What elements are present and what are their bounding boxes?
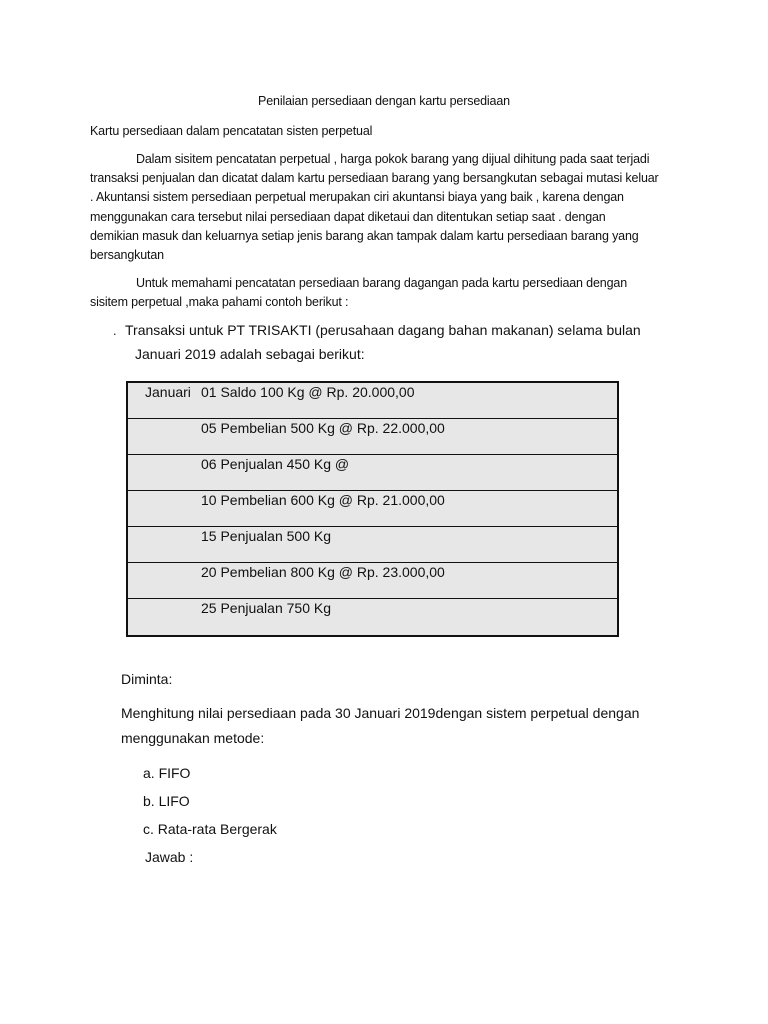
method-option-fifo: a. FIFO (143, 765, 191, 781)
transaction-entry: 05 Pembelian 500 Kg @ Rp. 22.000,00 (201, 420, 445, 436)
transaction-entry: 10 Pembelian 600 Kg @ Rp. 21.000,00 (201, 492, 445, 508)
jawab-label: Jawab : (145, 849, 194, 865)
question-line: Menghitung nilai persediaan pada 30 Januari 2019dengan sistem perpetual dengan (121, 705, 640, 721)
section-heading: Kartu persediaan dalam pencatatan sisten perpetual (90, 124, 373, 138)
method-option-lifo: b. LIFO (143, 793, 190, 809)
transaction-entry: 01 Saldo 100 Kg @ Rp. 20.000,00 (201, 384, 415, 400)
paragraph-perpetual-system (90, 150, 690, 265)
transaction-entry: 20 Pembelian 800 Kg @ Rp. 23.000,00 (201, 564, 445, 580)
transaction-entry: 25 Penjualan 750 Kg (201, 600, 331, 616)
paragraph-line: sisitem perpetual ,maka pahami contoh berikut : (90, 295, 349, 310)
table-row (128, 383, 617, 419)
transaction-intro-line: Transaksi untuk PT TRISAKTI (perusahaan dagang bahan makanan) selama bulan (125, 322, 641, 338)
table-row (128, 599, 617, 635)
paragraph-line: demikian masuk dan keluarnya setiap jenis barang akan tampak dalam kartu persediaan barang yang (90, 228, 639, 243)
paragraph-line: Untuk memahami pencatatan persediaan barang dagangan pada kartu persediaan dengan (136, 276, 627, 290)
table-row (128, 419, 617, 455)
table-row (128, 455, 617, 491)
paragraph-example-intro (90, 274, 690, 312)
transaction-entry: 06 Penjualan 450 Kg @ (201, 456, 350, 472)
paragraph-line: . Akuntansi sistem persediaan perpetual merupakan ciri akuntansi biaya yang baik , karena dengan (90, 190, 624, 205)
month-label: Januari (145, 384, 191, 400)
transaction-intro-line: Januari 2019 adalah sebagai berikut: (135, 346, 365, 362)
paragraph-line: Dalam sisitem pencatatan perpetual , harga pokok barang yang dijual dihitung pada saat terjadi (136, 152, 650, 166)
table-row (128, 491, 617, 527)
transactions-table (126, 381, 619, 637)
table-row (128, 563, 617, 599)
document-title: Penilaian persediaan dengan kartu persediaan (258, 94, 510, 108)
table-row (128, 527, 617, 563)
paragraph-line: transaksi penjualan dan dicatat dalam kartu persediaan barang yang bersangkutan sebagai mutasi keluar (90, 171, 659, 186)
paragraph-line: menggunakan cara tersebut nilai persediaan dapat diketaui dan ditentukan setiap saat . dengan (90, 209, 606, 224)
transaction-entry: 15 Penjualan 500 Kg (201, 528, 331, 544)
paragraph-line: bersangkutan (90, 248, 164, 263)
question-line: menggunakan metode: (121, 730, 265, 746)
method-option-moving-average: c. Rata-rata Bergerak (143, 821, 277, 837)
diminta-label: Diminta: (121, 671, 173, 687)
list-bullet: . (113, 324, 117, 338)
